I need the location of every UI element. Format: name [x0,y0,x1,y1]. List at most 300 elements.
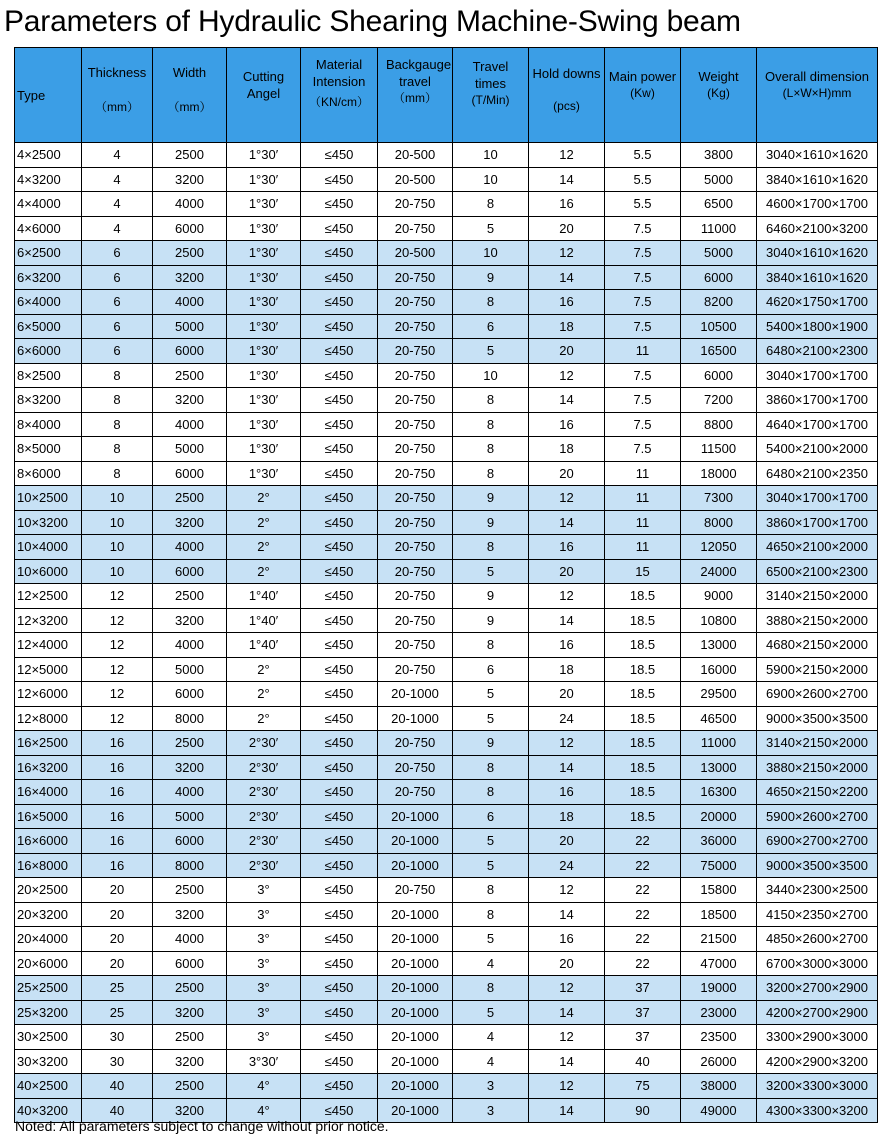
cell-width: 8000 [153,706,227,731]
cell-type: 8×2500 [15,363,82,388]
cell-hold-downs: 24 [529,706,605,731]
cell-main-power: 18.5 [605,633,681,658]
cell-backgauge-travel: 20-750 [378,584,453,609]
cell-overall-dimension: 3040×1700×1700 [757,486,878,511]
table-row [15,682,878,707]
cell-backgauge-travel: 20-1000 [378,976,453,1001]
table-row [15,853,878,878]
cell-overall-dimension: 3440×2300×2500 [757,878,878,903]
cell-weight: 23500 [681,1025,757,1050]
cell-overall-dimension: 4150×2350×2700 [757,902,878,927]
cell-weight: 20000 [681,804,757,829]
cell-main-power: 75 [605,1074,681,1099]
table-row [15,1000,878,1025]
cell-travel-times: 3 [453,1074,529,1099]
cell-travel-times: 8 [453,192,529,217]
cell-overall-dimension: 4850×2600×2700 [757,927,878,952]
cell-weight: 10800 [681,608,757,633]
cell-overall-dimension: 3860×1700×1700 [757,388,878,413]
cell-backgauge-travel: 20-750 [378,388,453,413]
cell-travel-times: 8 [453,461,529,486]
cell-overall-dimension: 5900×2600×2700 [757,804,878,829]
table-row [15,486,878,511]
cell-backgauge-travel: 20-1000 [378,804,453,829]
cell-width: 6000 [153,216,227,241]
cell-hold-downs: 24 [529,853,605,878]
cell-thickness: 12 [82,633,153,658]
cell-hold-downs: 12 [529,976,605,1001]
cell-thickness: 12 [82,682,153,707]
cell-type: 30×2500 [15,1025,82,1050]
cell-overall-dimension: 3840×1610×1620 [757,167,878,192]
cell-main-power: 7.5 [605,363,681,388]
cell-main-power: 37 [605,976,681,1001]
cell-cutting-angle: 1°30′ [227,192,301,217]
cell-cutting-angle: 3° [227,927,301,952]
cell-material-intension: ≤450 [301,461,378,486]
cell-backgauge-travel: 20-1000 [378,853,453,878]
cell-main-power: 37 [605,1000,681,1025]
cell-width: 3200 [153,608,227,633]
cell-width: 4000 [153,927,227,952]
cell-hold-downs: 16 [529,535,605,560]
cell-travel-times: 8 [453,633,529,658]
cell-overall-dimension: 3880×2150×2000 [757,755,878,780]
cell-backgauge-travel: 20-750 [378,535,453,560]
cell-overall-dimension: 6700×3000×3000 [757,951,878,976]
cell-weight: 6000 [681,265,757,290]
table-row [15,829,878,854]
table-row [15,878,878,903]
cell-backgauge-travel: 20-1000 [378,951,453,976]
cell-weight: 16500 [681,339,757,364]
cell-overall-dimension: 3040×1610×1620 [757,241,878,266]
cell-type: 10×2500 [15,486,82,511]
cell-thickness: 10 [82,559,153,584]
cell-width: 2500 [153,143,227,168]
cell-travel-times: 10 [453,167,529,192]
cell-weight: 19000 [681,976,757,1001]
cell-thickness: 10 [82,486,153,511]
cell-hold-downs: 20 [529,339,605,364]
cell-type: 8×4000 [15,412,82,437]
cell-overall-dimension: 4200×2900×3200 [757,1049,878,1074]
cell-thickness: 16 [82,804,153,829]
cell-backgauge-travel: 20-750 [378,192,453,217]
table-row [15,780,878,805]
cell-material-intension: ≤450 [301,486,378,511]
cell-material-intension: ≤450 [301,829,378,854]
cell-overall-dimension: 4650×2100×2000 [757,535,878,560]
cell-travel-times: 8 [453,976,529,1001]
cell-weight: 13000 [681,633,757,658]
cell-hold-downs: 14 [529,388,605,413]
cell-hold-downs: 14 [529,1000,605,1025]
cell-material-intension: ≤450 [301,853,378,878]
cell-backgauge-travel: 20-750 [378,608,453,633]
cell-overall-dimension: 3140×2150×2000 [757,584,878,609]
cell-backgauge-travel: 20-750 [378,755,453,780]
cell-width: 5000 [153,804,227,829]
cell-type: 10×4000 [15,535,82,560]
cell-thickness: 20 [82,878,153,903]
cell-travel-times: 8 [453,755,529,780]
cell-hold-downs: 12 [529,731,605,756]
cell-weight: 49000 [681,1098,757,1123]
cell-backgauge-travel: 20-750 [378,878,453,903]
cell-thickness: 8 [82,461,153,486]
cell-type: 12×5000 [15,657,82,682]
cell-thickness: 12 [82,706,153,731]
cell-backgauge-travel: 20-750 [378,657,453,682]
cell-weight: 75000 [681,853,757,878]
cell-hold-downs: 14 [529,902,605,927]
cell-main-power: 18.5 [605,780,681,805]
cell-thickness: 8 [82,437,153,462]
cell-hold-downs: 14 [529,608,605,633]
table-row [15,608,878,633]
cell-weight: 47000 [681,951,757,976]
cell-overall-dimension: 4300×3300×3200 [757,1098,878,1123]
cell-weight: 6500 [681,192,757,217]
cell-main-power: 7.5 [605,241,681,266]
table-row [15,290,878,315]
cell-travel-times: 5 [453,927,529,952]
cell-weight: 11500 [681,437,757,462]
cell-material-intension: ≤450 [301,682,378,707]
cell-travel-times: 5 [453,706,529,731]
cell-cutting-angle: 1°30′ [227,241,301,266]
header-width: Width （mm） [153,48,227,143]
cell-hold-downs: 16 [529,290,605,315]
cell-thickness: 16 [82,829,153,854]
header-main-power: Main power (Kw) [605,48,681,143]
cell-travel-times: 9 [453,265,529,290]
table-row [15,633,878,658]
cell-material-intension: ≤450 [301,608,378,633]
cell-weight: 16300 [681,780,757,805]
cell-thickness: 20 [82,927,153,952]
cell-weight: 8800 [681,412,757,437]
cell-width: 3200 [153,167,227,192]
table-row [15,755,878,780]
cell-backgauge-travel: 20-750 [378,412,453,437]
cell-material-intension: ≤450 [301,290,378,315]
cell-backgauge-travel: 20-750 [378,339,453,364]
cell-thickness: 30 [82,1049,153,1074]
cell-backgauge-travel: 20-750 [378,216,453,241]
cell-weight: 3800 [681,143,757,168]
table-row [15,559,878,584]
cell-weight: 10500 [681,314,757,339]
header-type: Type [15,48,82,143]
cell-weight: 24000 [681,559,757,584]
table-row [15,363,878,388]
cell-backgauge-travel: 20-1000 [378,1000,453,1025]
cell-material-intension: ≤450 [301,1074,378,1099]
cell-hold-downs: 14 [529,755,605,780]
cell-overall-dimension: 6900×2600×2700 [757,682,878,707]
cell-width: 2500 [153,363,227,388]
cell-hold-downs: 12 [529,486,605,511]
table-row [15,951,878,976]
cell-overall-dimension: 4650×2150×2200 [757,780,878,805]
cell-width: 5000 [153,437,227,462]
table-body [15,143,878,1123]
cell-thickness: 20 [82,951,153,976]
cell-material-intension: ≤450 [301,1000,378,1025]
cell-hold-downs: 14 [529,265,605,290]
cell-travel-times: 5 [453,216,529,241]
table-row [15,902,878,927]
cell-travel-times: 4 [453,951,529,976]
cell-width: 2500 [153,241,227,266]
cell-backgauge-travel: 20-1000 [378,1025,453,1050]
cell-type: 4×2500 [15,143,82,168]
cell-backgauge-travel: 20-1000 [378,1049,453,1074]
cell-cutting-angle: 3° [227,878,301,903]
cell-weight: 23000 [681,1000,757,1025]
cell-hold-downs: 14 [529,1049,605,1074]
cell-weight: 16000 [681,657,757,682]
cell-main-power: 11 [605,486,681,511]
cell-width: 3200 [153,388,227,413]
cell-material-intension: ≤450 [301,951,378,976]
cell-material-intension: ≤450 [301,1098,378,1123]
header-thickness: Thickness （mm） [82,48,153,143]
cell-main-power: 5.5 [605,192,681,217]
cell-weight: 26000 [681,1049,757,1074]
cell-overall-dimension: 6900×2700×2700 [757,829,878,854]
cell-weight: 11000 [681,731,757,756]
cell-type: 6×4000 [15,290,82,315]
cell-travel-times: 6 [453,657,529,682]
cell-material-intension: ≤450 [301,167,378,192]
cell-type: 16×3200 [15,755,82,780]
cell-material-intension: ≤450 [301,804,378,829]
cell-overall-dimension: 6460×2100×3200 [757,216,878,241]
cell-travel-times: 9 [453,608,529,633]
cell-overall-dimension: 4200×2700×2900 [757,1000,878,1025]
cell-overall-dimension: 6480×2100×2300 [757,339,878,364]
cell-hold-downs: 20 [529,682,605,707]
cell-travel-times: 5 [453,829,529,854]
cell-width: 3200 [153,265,227,290]
cell-cutting-angle: 2°30′ [227,804,301,829]
cell-type: 6×5000 [15,314,82,339]
cell-cutting-angle: 1°30′ [227,437,301,462]
header-backgauge-travel: Backgauge travel （mm） [378,48,453,143]
cell-thickness: 10 [82,510,153,535]
cell-material-intension: ≤450 [301,657,378,682]
cell-material-intension: ≤450 [301,633,378,658]
cell-main-power: 22 [605,853,681,878]
cell-cutting-angle: 1°40′ [227,584,301,609]
cell-main-power: 7.5 [605,437,681,462]
cell-weight: 46500 [681,706,757,731]
cell-main-power: 22 [605,878,681,903]
cell-overall-dimension: 3300×2900×3000 [757,1025,878,1050]
cell-cutting-angle: 4° [227,1074,301,1099]
cell-weight: 13000 [681,755,757,780]
cell-material-intension: ≤450 [301,927,378,952]
table-row [15,167,878,192]
header-travel-times: Travel times (T/Min) [453,48,529,143]
cell-material-intension: ≤450 [301,363,378,388]
table-row [15,657,878,682]
cell-overall-dimension: 4600×1700×1700 [757,192,878,217]
cell-hold-downs: 16 [529,780,605,805]
cell-travel-times: 8 [453,780,529,805]
cell-thickness: 6 [82,339,153,364]
cell-type: 16×5000 [15,804,82,829]
cell-cutting-angle: 1°30′ [227,216,301,241]
cell-weight: 8200 [681,290,757,315]
cell-material-intension: ≤450 [301,314,378,339]
cell-type: 20×3200 [15,902,82,927]
cell-cutting-angle: 2° [227,682,301,707]
cell-type: 10×6000 [15,559,82,584]
cell-weight: 29500 [681,682,757,707]
cell-cutting-angle: 3°30′ [227,1049,301,1074]
cell-width: 3200 [153,755,227,780]
cell-width: 4000 [153,290,227,315]
cell-material-intension: ≤450 [301,510,378,535]
cell-hold-downs: 18 [529,804,605,829]
cell-main-power: 11 [605,339,681,364]
cell-backgauge-travel: 20-750 [378,633,453,658]
cell-weight: 11000 [681,216,757,241]
cell-backgauge-travel: 20-750 [378,731,453,756]
cell-type: 30×3200 [15,1049,82,1074]
cell-cutting-angle: 3° [227,1025,301,1050]
cell-weight: 5000 [681,167,757,192]
cell-material-intension: ≤450 [301,1025,378,1050]
cell-travel-times: 5 [453,682,529,707]
cell-main-power: 18.5 [605,731,681,756]
cell-hold-downs: 20 [529,829,605,854]
cell-travel-times: 9 [453,510,529,535]
cell-overall-dimension: 3040×1700×1700 [757,363,878,388]
cell-weight: 36000 [681,829,757,854]
cell-overall-dimension: 5400×2100×2000 [757,437,878,462]
cell-backgauge-travel: 20-750 [378,780,453,805]
cell-overall-dimension: 6500×2100×2300 [757,559,878,584]
cell-main-power: 18.5 [605,755,681,780]
cell-weight: 7300 [681,486,757,511]
cell-travel-times: 8 [453,290,529,315]
cell-cutting-angle: 2°30′ [227,755,301,780]
cell-travel-times: 9 [453,584,529,609]
cell-type: 25×2500 [15,976,82,1001]
cell-cutting-angle: 1°30′ [227,461,301,486]
cell-overall-dimension: 3040×1610×1620 [757,143,878,168]
cell-width: 3200 [153,1049,227,1074]
cell-main-power: 7.5 [605,290,681,315]
cell-backgauge-travel: 20-1000 [378,902,453,927]
cell-travel-times: 10 [453,143,529,168]
cell-travel-times: 8 [453,388,529,413]
cell-material-intension: ≤450 [301,902,378,927]
cell-cutting-angle: 3° [227,1000,301,1025]
cell-cutting-angle: 3° [227,976,301,1001]
cell-material-intension: ≤450 [301,216,378,241]
cell-width: 3200 [153,1098,227,1123]
table-header-row [15,48,878,143]
cell-travel-times: 5 [453,1000,529,1025]
cell-travel-times: 5 [453,559,529,584]
cell-material-intension: ≤450 [301,192,378,217]
cell-backgauge-travel: 20-500 [378,241,453,266]
cell-main-power: 7.5 [605,412,681,437]
cell-hold-downs: 12 [529,878,605,903]
cell-width: 3200 [153,1000,227,1025]
cell-hold-downs: 16 [529,412,605,437]
cell-weight: 5000 [681,241,757,266]
cell-cutting-angle: 2°30′ [227,829,301,854]
cell-overall-dimension: 6480×2100×2350 [757,461,878,486]
cell-backgauge-travel: 20-750 [378,265,453,290]
header-material-intension: Material Intension （KN/cm） [301,48,378,143]
cell-width: 2500 [153,1025,227,1050]
cell-overall-dimension: 3840×1610×1620 [757,265,878,290]
cell-type: 12×3200 [15,608,82,633]
cell-weight: 6000 [681,363,757,388]
cell-backgauge-travel: 20-1000 [378,829,453,854]
cell-cutting-angle: 1°30′ [227,388,301,413]
cell-cutting-angle: 2° [227,657,301,682]
cell-width: 2500 [153,584,227,609]
cell-main-power: 11 [605,535,681,560]
cell-thickness: 4 [82,216,153,241]
cell-hold-downs: 12 [529,143,605,168]
cell-thickness: 4 [82,167,153,192]
cell-hold-downs: 14 [529,167,605,192]
table-row [15,706,878,731]
cell-backgauge-travel: 20-750 [378,559,453,584]
cell-material-intension: ≤450 [301,339,378,364]
cell-thickness: 6 [82,265,153,290]
cell-overall-dimension: 4620×1750×1700 [757,290,878,315]
cell-material-intension: ≤450 [301,976,378,1001]
cell-width: 2500 [153,1074,227,1099]
cell-material-intension: ≤450 [301,241,378,266]
cell-cutting-angle: 2° [227,535,301,560]
cell-travel-times: 3 [453,1098,529,1123]
cell-type: 8×3200 [15,388,82,413]
cell-thickness: 30 [82,1025,153,1050]
cell-type: 16×8000 [15,853,82,878]
header-cutting-angle: Cutting Angel [227,48,301,143]
cell-thickness: 6 [82,241,153,266]
cell-type: 12×2500 [15,584,82,609]
table-row [15,510,878,535]
table-row [15,461,878,486]
cell-travel-times: 6 [453,314,529,339]
cell-material-intension: ≤450 [301,265,378,290]
cell-weight: 15800 [681,878,757,903]
cell-width: 4000 [153,535,227,560]
cell-thickness: 8 [82,388,153,413]
cell-backgauge-travel: 20-750 [378,363,453,388]
cell-overall-dimension: 3140×2150×2000 [757,731,878,756]
cell-cutting-angle: 2° [227,706,301,731]
cell-main-power: 18.5 [605,682,681,707]
footnote: Noted: All parameters subject to change without prior notice. [15,1118,389,1134]
cell-material-intension: ≤450 [301,559,378,584]
cell-thickness: 12 [82,584,153,609]
cell-material-intension: ≤450 [301,388,378,413]
